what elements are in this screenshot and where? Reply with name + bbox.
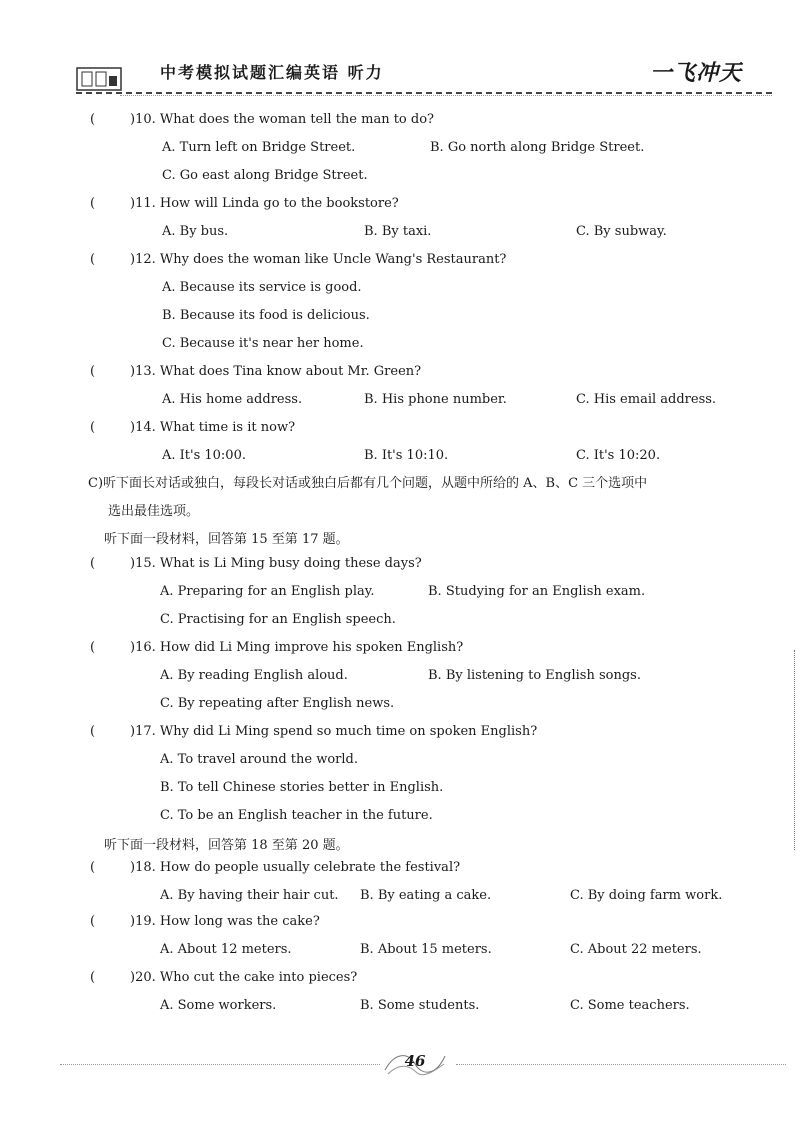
option-a: A. Because its service is good. xyxy=(162,280,362,295)
book-logo-icon xyxy=(76,66,122,92)
option-a: A. About 12 meters. xyxy=(160,942,292,957)
answer-blank[interactable]: ( xyxy=(90,970,96,985)
option-c: C. By repeating after English news. xyxy=(160,696,395,711)
answer-blank[interactable]: ( xyxy=(90,196,96,211)
option-c: C. It's 10:20. xyxy=(576,448,661,463)
question-text: )20. Who cut the cake into pieces? xyxy=(130,970,358,985)
question-text: )10. What does the woman tell the man to do? xyxy=(130,112,435,127)
option-b: B. Because its food is delicious. xyxy=(162,308,370,323)
question-text: )16. How did Li Ming improve his spoken English? xyxy=(130,640,464,655)
option-c: C. Because it's near her home. xyxy=(162,336,364,351)
answer-blank[interactable]: ( xyxy=(90,724,96,739)
option-c: C. About 22 meters. xyxy=(570,942,702,957)
answer-blank[interactable]: ( xyxy=(90,556,96,571)
option-c: C. To be an English teacher in the future. xyxy=(160,808,433,823)
answer-blank[interactable]: ( xyxy=(90,914,96,929)
footer-divider-right xyxy=(456,1064,786,1065)
question-text: )17. Why did Li Ming spend so much time on spoken English? xyxy=(130,724,538,739)
answer-blank[interactable]: ( xyxy=(90,364,96,379)
option-b: B. His phone number. xyxy=(364,392,507,407)
option-b: B. By taxi. xyxy=(364,224,432,239)
answer-blank[interactable]: ( xyxy=(90,112,96,127)
header-divider xyxy=(76,92,772,94)
option-c: C. Go east along Bridge Street. xyxy=(162,168,368,183)
section-c-instructions: C)听下面长对话或独白，每段长对话或独白后都有几个问题，从题中所给的 A、B、C 三个选项中 xyxy=(88,476,648,491)
footer-divider-left xyxy=(60,1064,380,1065)
option-a: A. It's 10:00. xyxy=(162,448,246,463)
option-a: A. By having their hair cut. xyxy=(160,888,339,903)
question-text: )12. Why does the woman like Uncle Wang's Restaurant? xyxy=(130,252,507,267)
group-intro: 听下面一段材料，回答第 18 至第 20 题。 xyxy=(104,838,349,853)
brand-logo: 一飞冲天 xyxy=(650,60,743,86)
option-b: B. To tell Chinese stories better in English. xyxy=(160,780,444,795)
answer-blank[interactable]: ( xyxy=(90,420,96,435)
option-b: B. Studying for an English exam. xyxy=(428,584,646,599)
option-a: A. By reading English aloud. xyxy=(160,668,348,683)
question-text: )11. How will Linda go to the bookstore? xyxy=(130,196,399,211)
option-a: A. His home address. xyxy=(162,392,303,407)
option-c: C. Practising for an English speech. xyxy=(160,612,396,627)
question-text: )19. How long was the cake? xyxy=(130,914,320,929)
group-intro: 听下面一段材料，回答第 15 至第 17 题。 xyxy=(104,532,349,547)
option-b: B. By eating a cake. xyxy=(360,888,492,903)
header-divider-dotted xyxy=(120,95,772,96)
option-a: A. To travel around the world. xyxy=(160,752,358,767)
question-text: )14. What time is it now? xyxy=(130,420,296,435)
option-a: A. By bus. xyxy=(162,224,229,239)
option-b: B. By listening to English songs. xyxy=(428,668,641,683)
page-header xyxy=(0,0,800,100)
option-b: B. Some students. xyxy=(360,998,480,1013)
page-number: 46 xyxy=(404,1052,426,1070)
option-a: A. Turn left on Bridge Street. xyxy=(162,140,356,155)
answer-blank[interactable]: ( xyxy=(90,252,96,267)
question-text: )15. What is Li Ming busy doing these days? xyxy=(130,556,422,571)
option-c: C. By subway. xyxy=(576,224,667,239)
series-title: 中考模拟试题汇编英语 听力 xyxy=(160,63,384,82)
section-c-instructions-cont: 选出最佳选项。 xyxy=(108,504,200,519)
option-b: B. Go north along Bridge Street. xyxy=(430,140,645,155)
option-c: C. His email address. xyxy=(576,392,717,407)
option-b: B. It's 10:10. xyxy=(364,448,449,463)
question-text: )13. What does Tina know about Mr. Green? xyxy=(130,364,422,379)
option-c: C. By doing farm work. xyxy=(570,888,723,903)
option-a: A. Preparing for an English play. xyxy=(160,584,375,599)
option-a: A. Some workers. xyxy=(160,998,277,1013)
margin-marks xyxy=(794,650,797,850)
option-b: B. About 15 meters. xyxy=(360,942,492,957)
question-text: )18. How do people usually celebrate the festival? xyxy=(130,860,461,875)
answer-blank[interactable]: ( xyxy=(90,640,96,655)
answer-blank[interactable]: ( xyxy=(90,860,96,875)
option-c: C. Some teachers. xyxy=(570,998,690,1013)
